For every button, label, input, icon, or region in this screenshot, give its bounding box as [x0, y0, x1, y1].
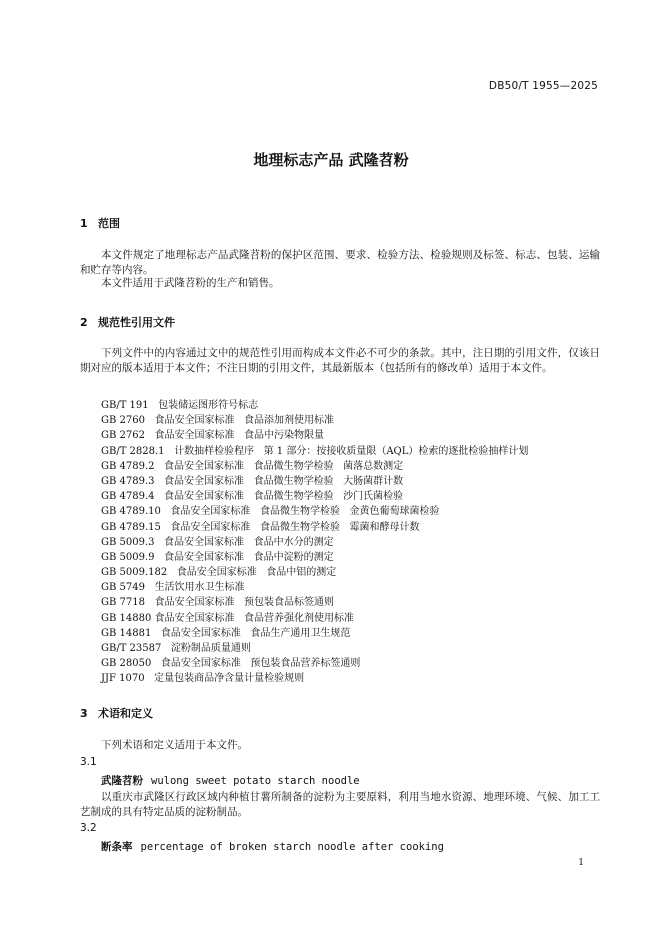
- section-number: 1: [80, 217, 88, 230]
- term-number: 3.2: [80, 822, 97, 834]
- reference-item: GB 28050 食品安全国家标准 预包装食品营养标签通则: [101, 658, 361, 670]
- document-code: DB50/T 1955—2025: [488, 80, 598, 92]
- section-title: 术语和定义: [98, 707, 153, 720]
- term-english: wulong sweet potato starch noodle: [151, 775, 360, 787]
- section-heading-normative-references: [80, 314, 175, 330]
- section-number: 3: [80, 707, 88, 720]
- terms-intro-paragraph: 下列术语和定义适用于本文件。: [101, 739, 248, 751]
- term-number: 3.1: [80, 756, 97, 768]
- reference-item: GB 7718 食品安全国家标准 预包装食品标签通则: [101, 597, 335, 609]
- reference-item: GB/T 191 包装储运图形符号标志: [101, 400, 259, 411]
- reference-item: GB 5009.182 食品安全国家标准 食品中铝的测定: [101, 567, 337, 579]
- page-number: 1: [578, 858, 584, 868]
- scope-paragraph-2: 本文件适用于武隆苕粉的生产和销售。: [101, 277, 280, 289]
- term-entry: [101, 839, 444, 854]
- section-heading-scope: [80, 215, 120, 231]
- reference-item: GB 4789.3 食品安全国家标准 食品微生物学检验 大肠菌群计数: [101, 475, 404, 487]
- reference-item: GB 4789.2 食品安全国家标准 食品微生物学检验 菌落总数测定: [101, 460, 404, 472]
- section-number: 2: [80, 316, 88, 329]
- reference-item: GB 14880 食品安全国家标准 食品营养强化剂使用标准: [101, 612, 355, 624]
- term-chinese: 断条率: [101, 841, 133, 853]
- reference-item: JJF 1070 定量包装商品净含量计量检验规则: [101, 673, 305, 685]
- reference-list: [101, 398, 528, 687]
- reference-item: GB 2762 食品安全国家标准 食品中污染物限量: [101, 430, 325, 442]
- reference-item: GB/T 2828.1 计数抽样检验程序 第 1 部分：按接收质量限（AQL）检索的逐批检验抽样计划: [101, 445, 529, 457]
- reference-item: GB 14881 食品安全国家标准 食品生产通用卫生规范: [101, 627, 351, 639]
- reference-item: GB 4789.15 食品安全国家标准 食品微生物学检验 霉菌和酵母计数: [101, 521, 420, 533]
- reference-item: GB 4789.10 食品安全国家标准 食品微生物学检验 金黄色葡萄球菌检验: [101, 506, 440, 518]
- references-intro-paragraph: 下列文件中的内容通过文中的规范性引用而构成本文件必不可少的条款。其中，注日期的引用文件，仅该日期对应的版本适用于本文件；不注日期的引用文件，其最新版本（包括所有的修改单）适用于本文件。: [80, 347, 600, 374]
- term-chinese: 武隆苕粉: [101, 775, 143, 787]
- section-heading-terms-definitions: [80, 705, 153, 721]
- scope-paragraph-1: 本文件规定了地理标志产品武隆苕粉的保护区范围、要求、检验方法、检验规则及标签、标志、包装、运输和贮存等内容。: [80, 249, 600, 276]
- section-title: 范围: [98, 217, 120, 230]
- document-title: 地理标志产品 武隆苕粉: [253, 151, 409, 169]
- reference-item: GB 2760 食品安全国家标准 食品添加剂使用标准: [101, 415, 335, 427]
- reference-item: GB 5009.3 食品安全国家标准 食品中水分的测定: [101, 536, 334, 548]
- term-definition: 以重庆市武隆区行政区域内种植甘薯所制备的淀粉为主要原料，利用当地水资源、地理环境、气候、加工工艺制成的具有特定品质的淀粉制品。: [80, 791, 600, 818]
- section-title: 规范性引用文件: [98, 316, 175, 329]
- term-english: percentage of broken starch noodle after cooking: [140, 841, 444, 853]
- reference-item: GB 4789.4 食品安全国家标准 食品微生物学检验 沙门氏菌检验: [101, 491, 404, 503]
- reference-item: GB 5009.9 食品安全国家标准 食品中淀粉的测定: [101, 551, 334, 563]
- reference-item: GB 5749 生活饮用水卫生标准: [101, 582, 245, 594]
- term-entry: [101, 773, 360, 788]
- reference-item: GB/T 23587 淀粉制品质量通则: [101, 643, 251, 654]
